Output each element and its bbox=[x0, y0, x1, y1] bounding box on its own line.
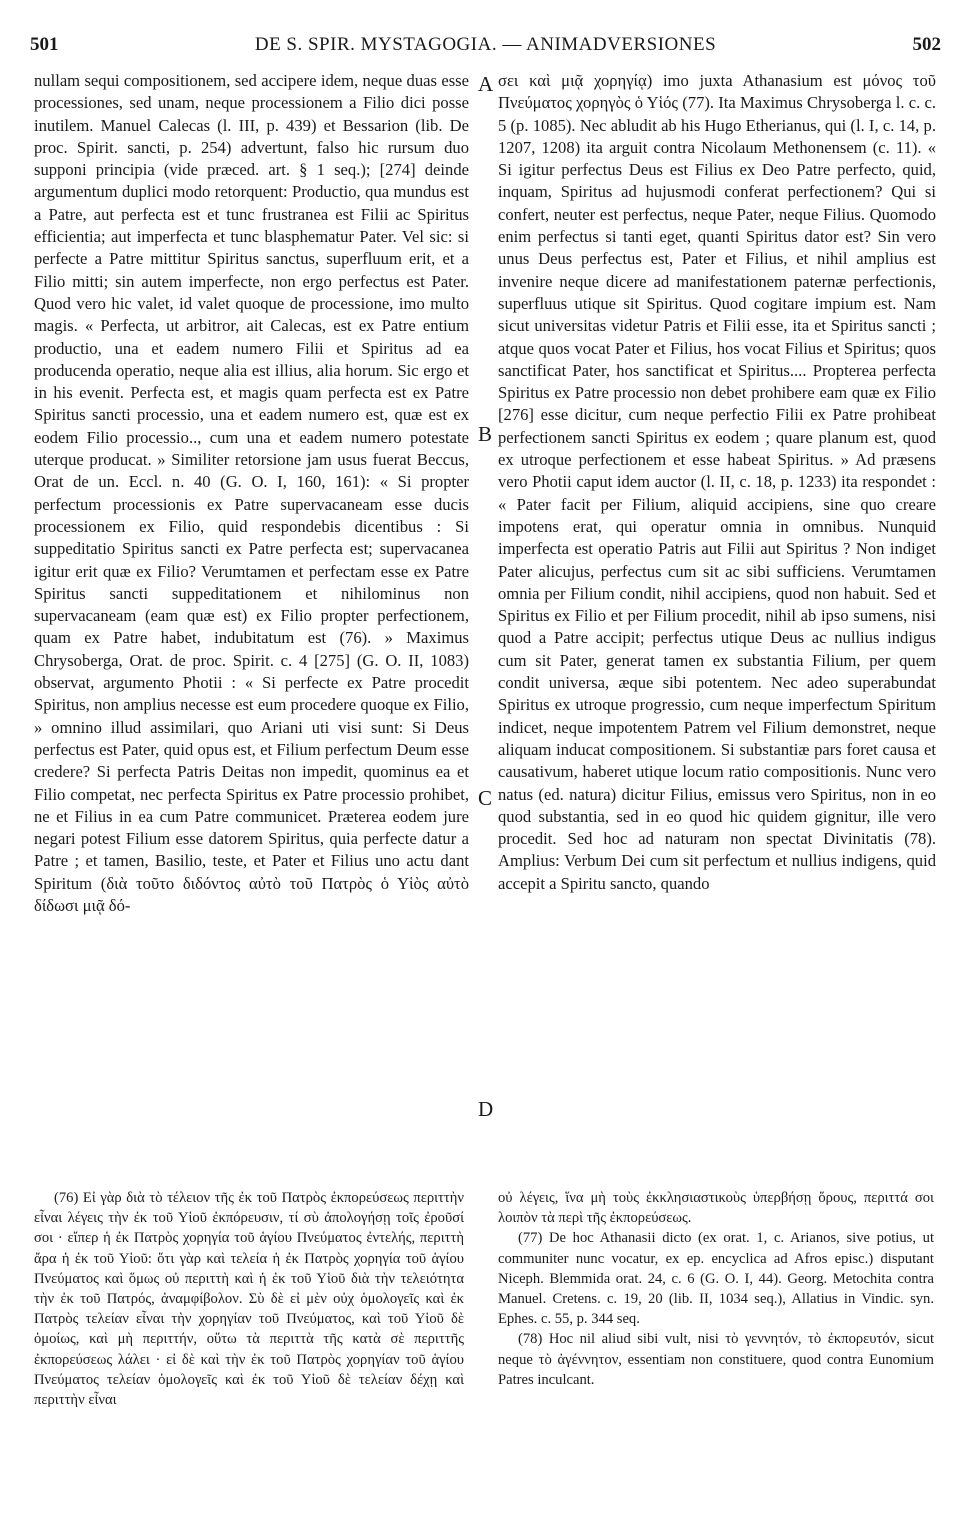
margin-marker-c: C bbox=[478, 786, 493, 810]
left-column-text: nullam sequi compositionem, sed accipere idem, neque duas esse processiones, sed unam, neque processionem a Filio dici posse inutilem. Manuel Calecas (l. III, p. 439) et Bessarion (lib. De proc. Spirit. sancti, p. 254) advertunt, falso hic rursum duo supponi principia (vide præced. art. § 1 seq.); [274] deinde argumentum duplici modo retorquent: Productio, qua mundus est a Patre, aut perfecta est et tunc frustranea est Filii ac Spiritus efficientia; aut imperfecta et tunc blasphematur Pater. Vel sic: si perfecte a Patre mittitur Spiritus sanctus, superfluum erit, et a Filio mitti; sin autem imperfecte, non ergo perfectus est Pater. Quod vero hic valet, id valet quoque de processione, imo multo magis. « Perfecta, ut arbitror, ait Calecas, est ex Patre entium productio, una et eadem numero Filii et Spiritus ad ea producenda operatio, neque alia est illius, alia horum. Sic ergo et in his evenit. Perfecta est, et magis quam perfecta est ex Patre Spiritus sancti processio, una et eadem numero est, quæ est ex eodem Filio processio.., cum una et eadem numero potestate uterque producat. » Similiter retorsione jam usus fuerat Beccus, Orat de un. Eccl. n. 40 (G. O. I, 160, 161): « Si propter perfectum processionis ex Patre supervacaneam esse ducis processionem ex Filio, quid respondebis dicentibus : Si suppeditatio Spiritus sancti ex Patre perfecta est; supervacanea igitur erit quæ ex Filio? Verumtamen et perfectam esse ex Patre Spiritus sancti suppeditationem et nihilominus non supervacaneam (eam quæ est) ex Filio propter perfectionem, quam ex Patre habet, indubitatum est (76). » Maximus Chrysoberga, Orat. de proc. Spirit. c. 4 [275] (G. O. II, 1083) observat, argumento Photii : « Si perfecte ex Patre procedit Spiritus, non amplius necesse est eum procedere quoque ex Filio, » omnino illud assimilari, quo Ariani uti visi sunt: Si Deus perfectus est Pater, quid opus est, et Filium perfectum Deum esse credere? Si perfecta Patris Deitas non impedit, quominus ea et Filio competat, nec perfecta Spiritus ex Patre processio prohibet, ne et Filius in ea cum Patre communicet. Præterea eodem jure negari potest Filium esse datorem Spiritus, quia perfecte datur a Patre ; et tamen, Basilio, teste, et Pater et Filius uno actu dant Spiritum (διὰ τοῦτο διδόντος αὐτὸ τοῦ Πατρὸς ὁ Υἱὸς αὐτὸ δίδωσι μιᾷ δό- bbox=[34, 71, 469, 915]
footnote-77: (77) De hoc Athanasii dicto (ex orat. 1, c. Arianos, sive potius, ut communiter nunc vocatur, ex ep. encyclica ad Afros episc.) disputant Niceph. Blemmida orat. 24, c. 6 (G. O. I, 44). Georg. Metochita contra Manuel. Cretens. c. 19, 20 (lib. II, 1034 seq.), Allatius in Vindic. syn. Ephes. c. 55, p. 344 seq. bbox=[498, 1230, 934, 1328]
footnote-78: (78) Hoc nil aliud sibi vult, nisi τὸ γεννητόν, τὸ ἐκπορευτόν, sicut neque τὸ ἀγέννητον, essentiam non constituere, quod contra Eunomium Patres inculcant. bbox=[498, 1331, 934, 1388]
right-column-text: σει καὶ μιᾷ χορηγίᾳ) imo juxta Athanasium est μόνος τοῦ Πνεύματος χορηγὸς ὁ Υἱός (77). Ita Maximus Chrysoberga l. c. c. 5 (p. 1085). Nec abludit ab his Hugo Etherianus, qui (l. I, c. 14, p. 1207, 1208) ita arguit contra Nicolaum Methonensem (c. 11). « Si igitur perfectus Deus est Filius ex Deo Patre perfecto, quid, inquam, Spiritus ad hujusmodi conferat perfectionem? Qui si confert, neuter est perfectus, neque Pater, neque Filius. Quomodo enim perfectus si tanti eget, quanti Spiritus dator est? Sin vero unus Deus perfectus est, Pater et Filius, et nihil amplius est invenire neque dicere ad manifestationem paternæ perfectionis, superfluus utique sit Spiritus. Quod cogitare impium est. Nam sicut universitas videtur Patris et Filii esse, ita et Spiritus sancti ; atque quos vocat Pater et Filius, hos vocat Filius et Spiritus; quos sanctificat Pater, hos sanctificat et Spiritus.... Propterea perfecta Spiritus ex Patre processio non debet prohibere eam quæ ex Filio [276] esse dicitur, cum neque perfectio Filii ex Patre prohibeat perfectionem sancti Spiritus ex eodem ; quare planum est, quod ex utroque perfectionem et esse habeat Spiritus. » Ad præsens vero Photii caput idem auctor (l. II, c. 18, p. 1233) ita respondet : « Pater facit per Filium, aliquid accipiens, sine quo creare impotens erat, qui operatur omnia in omnibus. Nunquid imperfecta est operatio Patris aut Filii aut Spiritus ? Non indiget Pater alicujus, perfectus cum sit ac sibi sufficiens. Verumtamen omnia per Filium condit, nihil accipiens, quod non habuit. Sed et Spiritus ex Filio et per Filium procedit, nihil ab ipso sumens, nisi quod a Patre accipit; perfectus utique Deus ac nullius indigus cum sit Pater, generat tamen ex substantia Filium, per quem condit universa, æque sibi potentem. Nec adeo superabundat Spiritus ex utroque progressio, cum neque imperfectum Spiritum indicet, neque impotentem Patrem vel Filium demonstret, neque aliquam inducat compositionem. Si substantiæ pars foret causa et causativum, haberet utique locum ratio compositionis. Nunc vero natus (ed. natura) dicitur Filius, emissus vero Spiritus, non in eo quod substantia, sed in eo quod hic quidem gignitur, ille vero procedit. Sed hoc ad naturam non spectat Divinitatis (78). Amplius: Verbum Dei cum sit perfectum et nullius indigens, quid accepit a Spiritu sancto, quando bbox=[498, 71, 936, 893]
left-column bbox=[34, 70, 469, 917]
margin-marker-a: A bbox=[478, 72, 494, 96]
page-number-right: 502 bbox=[912, 34, 941, 55]
footnotes-left bbox=[34, 1188, 464, 1410]
footnote-76-continued: οὐ λέγεις, ἵνα μὴ τοὺς ἐκκλησιαστικοὺς ὑπερβήσῃ ὅρους, περιττά σοι λοιπὸν τὰ περὶ τῆς ἐκπορεύσεως. bbox=[498, 1190, 934, 1227]
footnotes-right bbox=[498, 1188, 934, 1390]
margin-marker-b: B bbox=[478, 422, 493, 446]
footnote-76: (76) Εἰ γὰρ διὰ τὸ τέλειον τῆς ἐκ τοῦ Πατρὸς ἐκπορεύσεως περιττὴν εἶναι λέγεις τὴν ἐκ τοῦ Υἱοῦ ἐκπόρευσιν, τί σὺ ἀπολογήσῃ τοῖς ἐροῦσί σοι · εἴπερ ἡ ἐκ Πατρὸς χορηγία τοῦ ἁγίου Πνεύματος ἐντελής, περιττὴ ἄρα ἡ ἐκ τοῦ Υἱοῦ: ὅτι γὰρ καὶ τελεία ἡ ἐκ Πατρὸς χορηγία τοῦ ἁγίου Πνεύματος καὶ ὅμως οὐ περιττὴ καὶ ἡ ἐκ τοῦ Υἱοῦ διὰ τὴν τελειότητα τὴν ἐκ τοῦ Πατρός, ἀναμφίβολον. Σὺ δὲ εἰ μὲν οὐχ ὁμολογεῖς καὶ ἐκ Πατρὸς τελείαν εἶναι τὴν χορηγίαν τοῦ Πνεύματος, καὶ τοῦ Υἱοῦ δὲ ὁμοίως, καὶ μὴ περιττήν, οὕτω τὰ περιττὰ τῆς κατὰ σὲ περιττῆς ἐκπορεύσεως λάλει · εἰ δὲ καὶ τὴν ἐκ τοῦ Πατρὸς χορηγίαν τοῦ ἁγίου Πνεύματος τελείαν ὁμολογεῖς καὶ ἐκ τοῦ Υἱοῦ δὲ τελείαν δέχῃ καὶ περιττὴν εἶναι bbox=[34, 1190, 464, 1409]
margin-marker-d: D bbox=[478, 1097, 494, 1121]
page-number-left: 501 bbox=[30, 34, 59, 55]
right-column bbox=[498, 70, 936, 895]
page-header bbox=[30, 34, 941, 64]
running-title: DE S. SPIR. MYSTAGOGIA. — ANIMADVERSIONES bbox=[254, 34, 717, 55]
